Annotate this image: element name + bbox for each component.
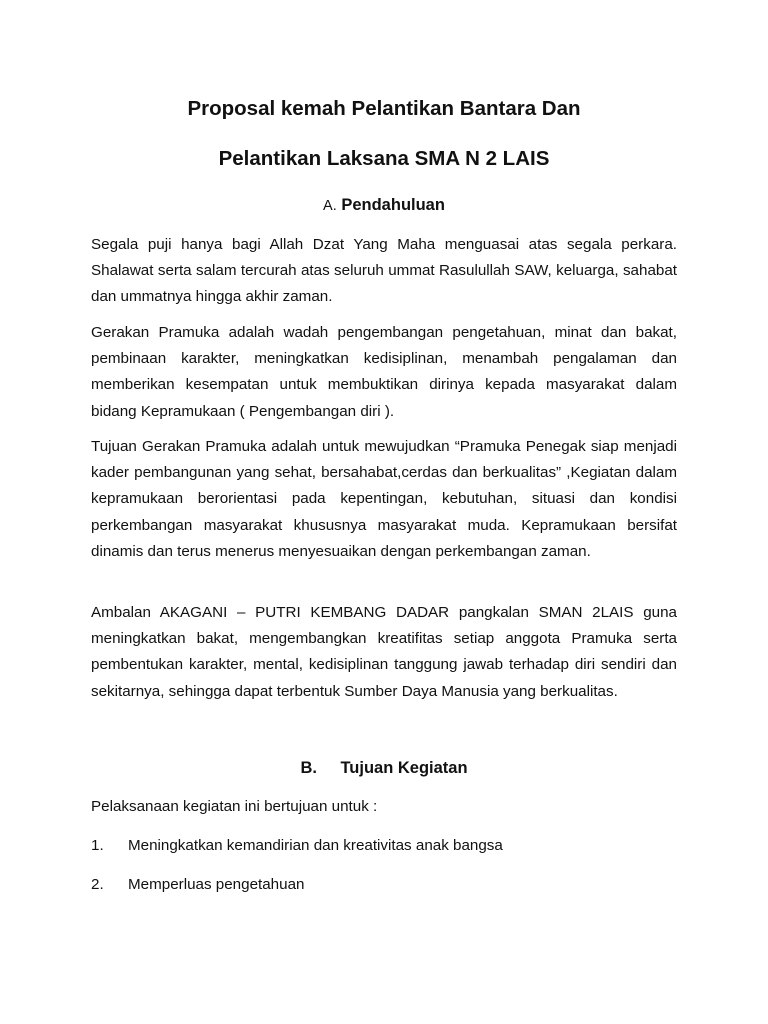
section-a-title: Pendahuluan: [341, 196, 445, 214]
paragraph-1: Segala puji hanya bagi Allah Dzat Yang Maha menguasai atas segala perkara. Shalawat serta salam tercurah atas seluruh ummat Rasulullah SAW, keluarga, sahabat dan ummatnya hingga akhir zaman.: [91, 236, 677, 306]
list-item-number: 1.: [91, 837, 104, 854]
section-b-letter: B.: [300, 759, 317, 777]
paragraph-2: Gerakan Pramuka adalah wadah pengembangan pengetahuan, minat dan bakat, pembinaan karakter, meningkatkan kedisiplinan, menambah pengalaman dan memberikan kesempatan untuk membuktikan dirinya kepada masyarakat dalam bidang Kepramukaan ( Pengembangan diri ).: [91, 324, 677, 420]
document-title-line-1: Proposal kemah Pelantikan Bantara Dan: [187, 97, 581, 120]
list-item: [91, 872, 677, 898]
section-a-letter: A.: [323, 198, 337, 214]
section-a-heading: [91, 194, 677, 217]
list-item: [91, 833, 677, 859]
section-b-title: Tujuan Kegiatan: [340, 759, 468, 777]
section-b-heading: [91, 757, 677, 779]
list-item-number: 2.: [91, 876, 104, 893]
list-item-text: Meningkatkan kemandirian dan kreativitas anak bangsa: [128, 837, 503, 854]
paragraph-3: Tujuan Gerakan Pramuka adalah untuk mewujudkan “Pramuka Penegak siap menjadi kader pembangunan yang sehat, bersahabat,cerdas dan berkualitas” ,Kegiatan dalam kepramukaan berorientasi pada kepentingan, kebutuhan, situasi dan kondisi perkembangan masyarakat khususnya masyarakat muda. Kepramukaan bersifat dinamis dan terus menerus menyesuaikan dengan perkembangan zaman.: [91, 438, 677, 560]
list-item-text: Memperluas pengetahuan: [128, 876, 305, 893]
paragraph-4: Ambalan AKAGANI – PUTRI KEMBANG DADAR pangkalan SMAN 2LAIS guna meningkatkan bakat, mengembangkan kreatifitas setiap anggota Pramuka serta pembentukan karakter, mental, kedisiplinan tanggung jawab terhadap diri sendiri dan sekitarnya, sehingga dapat terbentuk Sumber Daya Manusia yang berkualitas.: [91, 604, 677, 700]
document-title-line-2: Pelantikan Laksana SMA N 2 LAIS: [218, 147, 550, 170]
section-b-intro: Pelaksanaan kegiatan ini bertujuan untuk :: [91, 798, 378, 815]
